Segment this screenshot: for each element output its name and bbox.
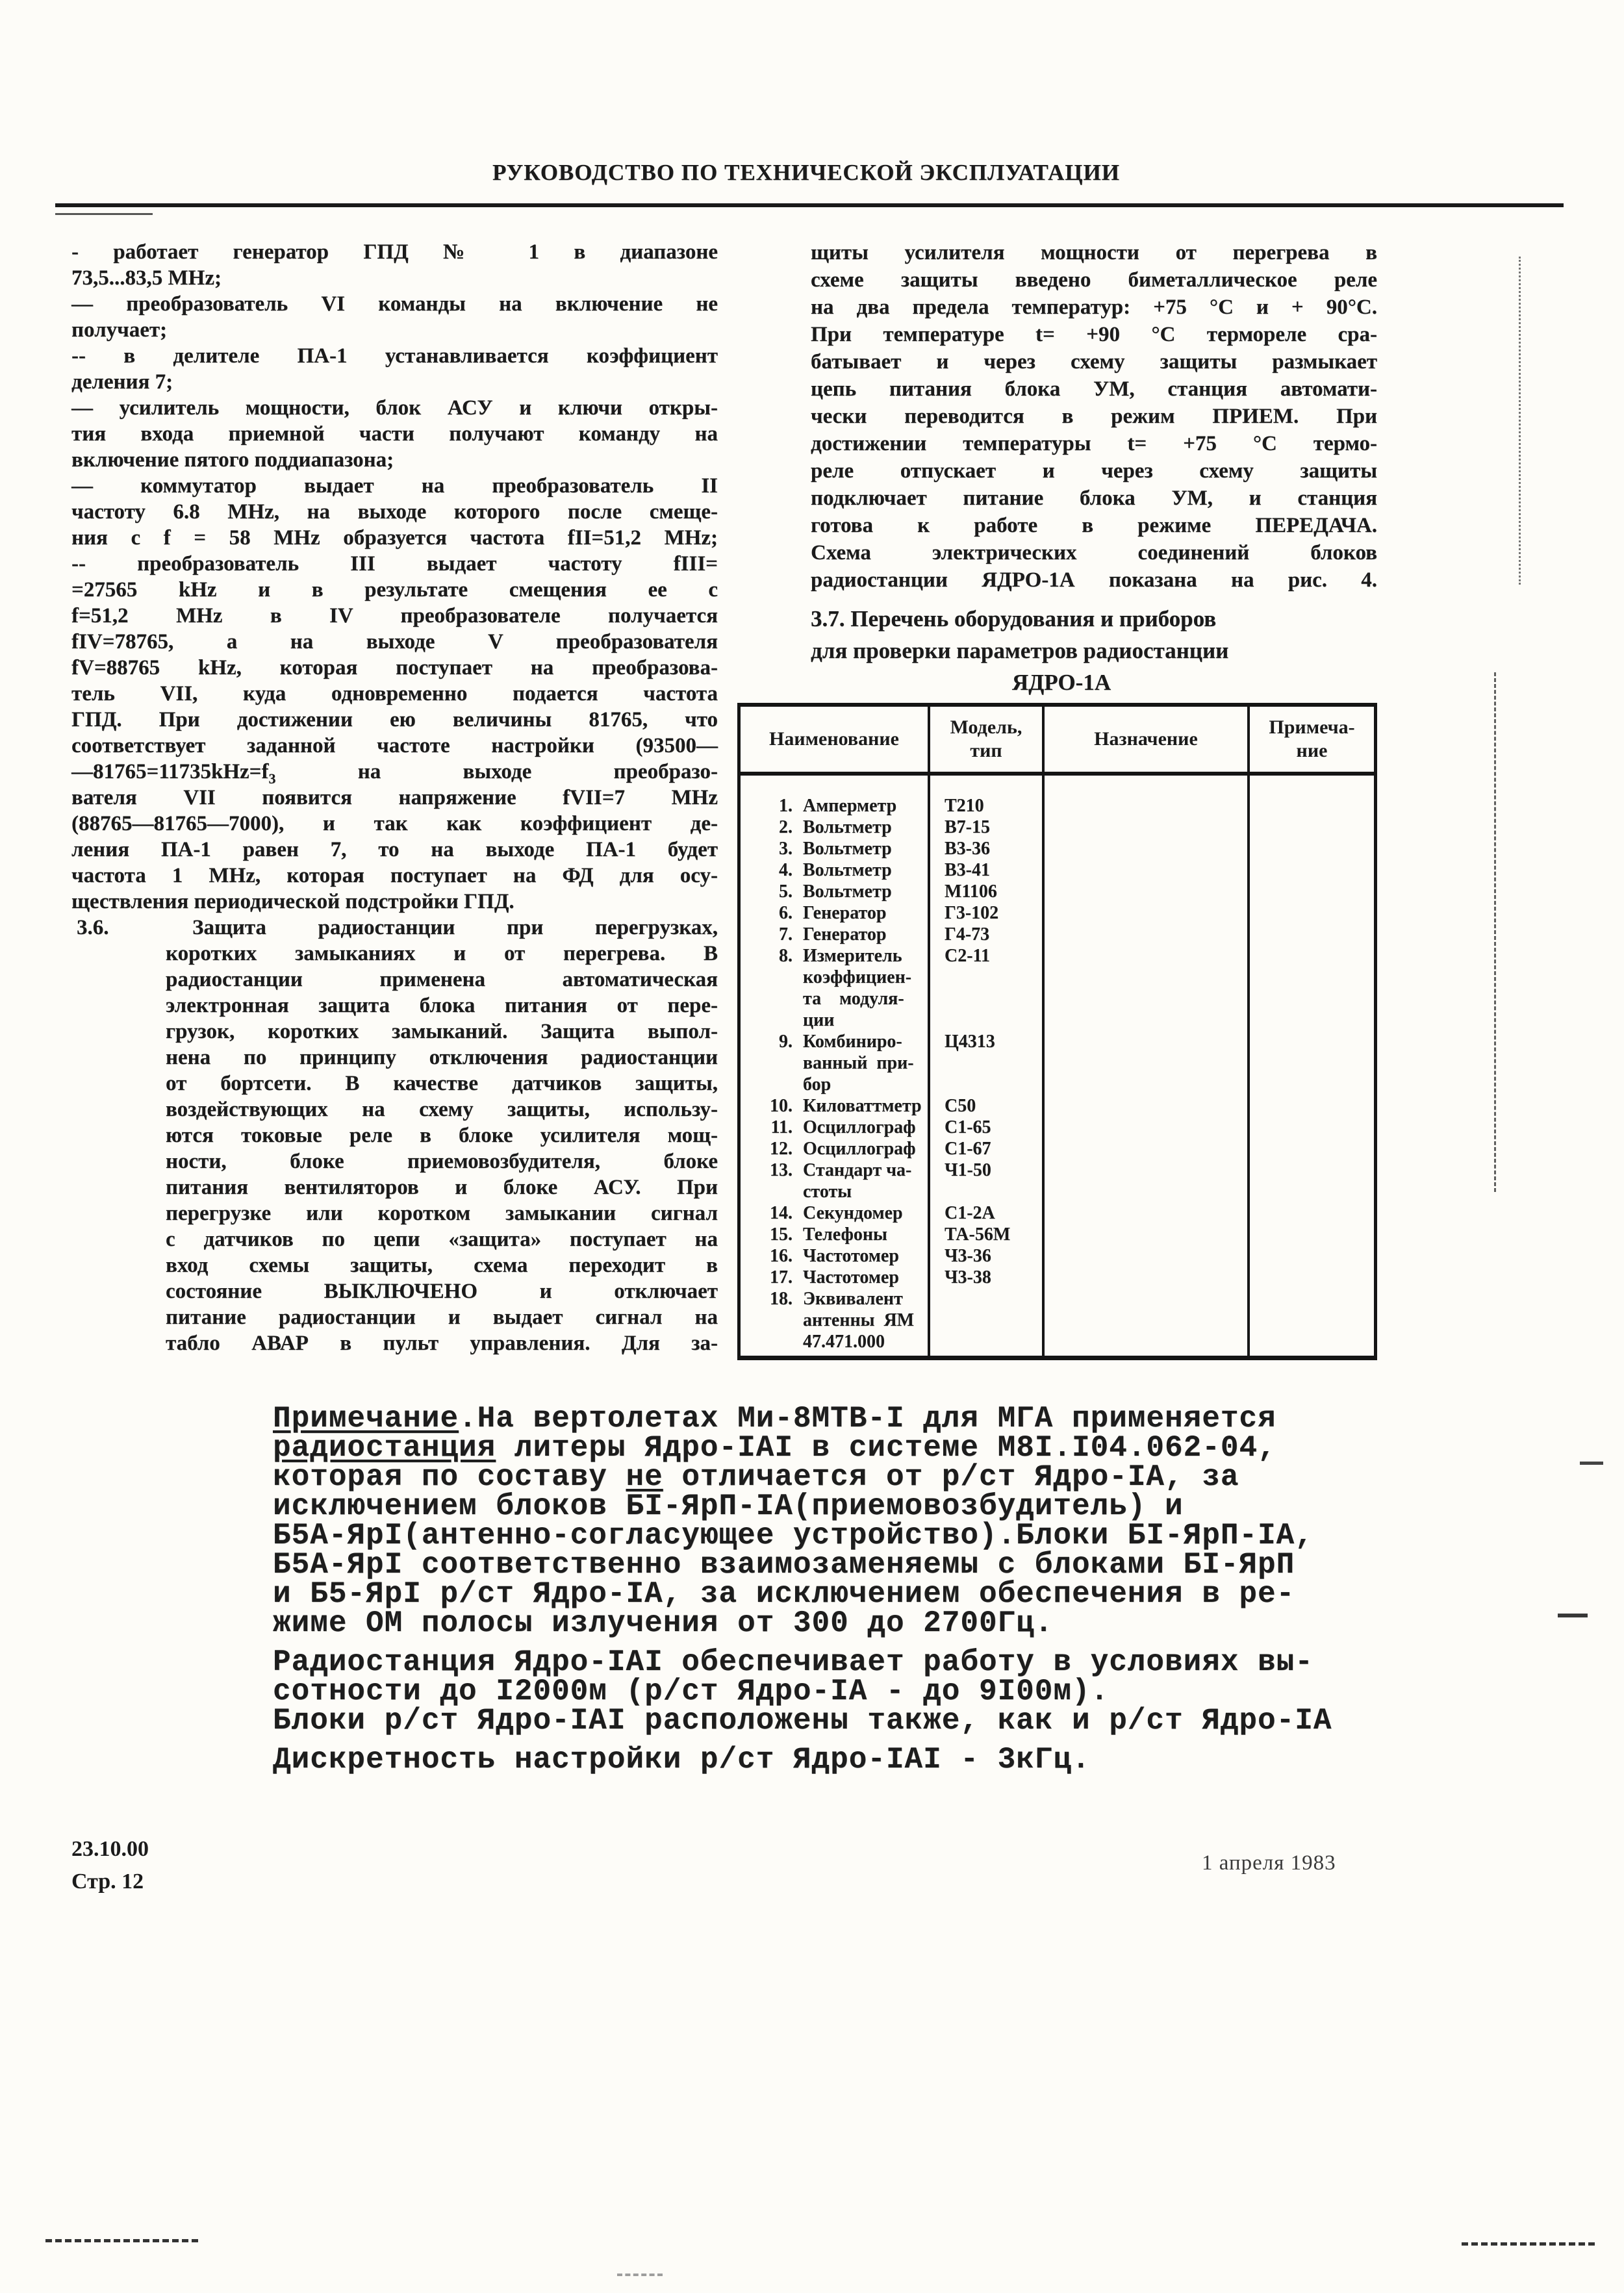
table-row [741, 795, 1374, 817]
row-number: 13. [770, 1160, 793, 1180]
equipment-name [803, 1159, 911, 1202]
scan-artifact-vertical-dots [1519, 257, 1521, 585]
table-row [741, 1117, 1374, 1138]
text-line: (88765—81765—7000), и так как коэффициент де- [71, 812, 718, 835]
equipment-table-header [741, 707, 1374, 776]
equipment-model-cell: Ч1-50 [930, 1159, 1045, 1202]
equipment-name [803, 795, 896, 817]
text-line: -- в делителе ПА-1 устанавливается коэффициент [71, 344, 718, 368]
text-line: батывает и через схему защиты размыкает [811, 350, 1377, 374]
equipment-model-cell: С1-2А [930, 1202, 1045, 1224]
note-line: сотности до I2000м (р/ст Ядро-IА - до 9I00м). [273, 1675, 1110, 1708]
text-line: — коммутатор выдает на преобразователь II [71, 474, 718, 498]
note-line: и Б5-ЯрI р/ст Ядро-IА, за исключением обеспечения в ре- [273, 1577, 1295, 1611]
equipment-name [803, 838, 892, 859]
equipment-model-cell: В3-36 [930, 838, 1045, 859]
equipment-purpose-cell [1045, 1095, 1250, 1117]
note-line [273, 1404, 1416, 1434]
text-line: частоту 6.8 MHz, на выходе которого после смеще- [71, 500, 718, 524]
table-row [741, 945, 1374, 1031]
col-header-remark-line1: Примеча- [1269, 716, 1355, 738]
equipment-purpose-cell [1045, 945, 1250, 1031]
text-line: Схема электрических соединений блоков [811, 541, 1377, 564]
text-line [71, 759, 718, 785]
equipment-remark-cell [1250, 1159, 1374, 1202]
equipment-remark-cell [1250, 1267, 1374, 1288]
equipment-name [803, 1224, 887, 1245]
note-line [273, 1460, 1416, 1494]
right-text-column [811, 239, 1377, 594]
text-segment: —81765=11735kHz=f [71, 760, 269, 783]
section-3-7-line2: для проверки параметров радиостанции [811, 638, 1229, 663]
equipment-purpose-cell [1045, 859, 1250, 881]
equipment-model-cell: Ч3-38 [930, 1267, 1045, 1288]
table-row [741, 1267, 1374, 1288]
equipment-name-line: Амперметр [803, 796, 897, 816]
equipment-remark-cell [1250, 859, 1374, 881]
equipment-name-cell [741, 817, 930, 838]
text-segment: литеры Ядро-IАI в системе М8I.I04.062-04, [496, 1431, 1276, 1465]
equipment-purpose-cell [1045, 881, 1250, 902]
text-segment: отличается от р/ст Ядро-IА, за [663, 1460, 1239, 1494]
equipment-name-cell [741, 1267, 930, 1288]
text-line: табло АВАР в пульт управления. Для за- [166, 1332, 718, 1355]
equipment-remark-cell [1250, 1095, 1374, 1117]
text-line: щиты усилителя мощности от перегрева в [811, 241, 1377, 264]
equipment-name-line: Осциллограф [803, 1139, 916, 1159]
equipment-name-line: Телефоны [803, 1224, 887, 1245]
equipment-name-line: 47.471.000 [803, 1332, 885, 1352]
col-header-remark [1250, 707, 1374, 772]
equipment-name-line: Генератор [803, 903, 887, 923]
text-line: нена по принципу отключения радиостанции [166, 1046, 718, 1069]
text-line: подключает питание блока УМ, и станция [811, 487, 1377, 510]
equipment-remark-cell [1250, 1202, 1374, 1224]
table-row [741, 1245, 1374, 1267]
equipment-remark-cell [1250, 817, 1374, 838]
table-row [741, 838, 1374, 859]
equipment-model-cell: Т210 [930, 795, 1045, 817]
row-number: 11. [770, 1117, 793, 1137]
row-number: 10. [770, 1096, 793, 1116]
text-line: — усилитель мощности, блок АСУ и ключи откры- [71, 396, 718, 420]
row-number: 17. [770, 1267, 793, 1287]
col-header-remark-line2: ние [1296, 740, 1328, 761]
text-line: чески переводится в режим ПРИЕМ. При [811, 405, 1377, 428]
typewritten-note [273, 1404, 1416, 1775]
table-row [741, 1202, 1374, 1224]
text-line: - работает генератор ГПД № 1 в диапазоне [71, 240, 718, 264]
text-segment: .На вертолетах Ми-8МТВ-I для МГА применяется [459, 1402, 1276, 1436]
row-number: 14. [770, 1203, 793, 1223]
text-line: ются токовые реле в блоке усилителя мощ- [166, 1124, 718, 1147]
equipment-name [803, 1202, 903, 1224]
equipment-name-cell [741, 859, 930, 881]
table-row [741, 881, 1374, 902]
equipment-name-line: Стандарт ча- [803, 1160, 912, 1180]
equipment-remark-cell [1250, 902, 1374, 924]
equipment-purpose-cell [1045, 924, 1250, 945]
equipment-name-cell [741, 902, 930, 924]
equipment-name-cell [741, 881, 930, 902]
equipment-name-line: Осциллограф [803, 1117, 916, 1137]
table-row [741, 902, 1374, 924]
row-number: 6. [779, 903, 793, 923]
equipment-remark-cell [1250, 1031, 1374, 1095]
footer-doc-code: 23.10.00 [71, 1837, 149, 1861]
scan-artifact-bottom-center-dashes [617, 2274, 663, 2276]
footer-page-number: Стр. 12 [71, 1869, 144, 1894]
equipment-purpose-cell [1045, 838, 1250, 859]
equipment-name [803, 1138, 916, 1159]
section-3-7-heading [811, 603, 1377, 698]
equipment-name-cell [741, 1202, 930, 1224]
equipment-name-cell [741, 1288, 930, 1352]
text-line: соответствует заданной частоте настройки (93500— [71, 734, 718, 757]
equipment-name-cell [741, 1138, 930, 1159]
table-row [741, 1224, 1374, 1245]
section-first-line: Защита радиостанции при перегрузках, [192, 916, 718, 939]
text-line: цепь питания блока УМ, станция автомати- [811, 377, 1377, 401]
equipment-name [803, 945, 911, 1031]
equipment-name [803, 1288, 914, 1352]
text-segment: 3 [268, 770, 276, 787]
equipment-name [803, 1267, 899, 1288]
note-line: исключением блоков БI-ЯрП-IА(приемовозбудитель) и [273, 1489, 1184, 1523]
col-header-name: Наименование [741, 707, 930, 772]
row-number: 3. [779, 839, 793, 859]
equipment-model-cell: С2-11 [930, 945, 1045, 1031]
equipment-name-line: Частотомер [803, 1246, 899, 1266]
text-line [71, 915, 718, 941]
row-number: 12. [770, 1139, 793, 1159]
text-line: схеме защиты введено биметаллическое реле [811, 268, 1377, 292]
equipment-purpose-cell [1045, 795, 1250, 817]
text-line: грузок, коротких замыканий. Защита выпол- [166, 1020, 718, 1043]
equipment-remark-cell [1250, 1224, 1374, 1245]
text-line: При температуре t= +90 °С термореле сра- [811, 323, 1377, 346]
text-line: питание радиостанции и выдает сигнал на [166, 1306, 718, 1329]
header-rule [55, 203, 1564, 207]
equipment-name-line: Киловаттметр [803, 1096, 922, 1116]
equipment-name [803, 881, 892, 902]
table-row [741, 1352, 1374, 1356]
equipment-name [803, 1031, 914, 1095]
text-line: коротких замыканиях и от перегрева. В [166, 942, 718, 965]
equipment-name-cell [741, 945, 930, 1031]
equipment-name-line: Комбиниро- [803, 1032, 902, 1052]
text-segment: которая по составу [273, 1460, 626, 1494]
col-header-model-line1: Модель, [950, 716, 1022, 738]
note-line: Дискретность настройки р/ст Ядро-IАI - 3кГц. [273, 1743, 1091, 1777]
footer-date: 1 апреля 1983 [1202, 1851, 1336, 1875]
note-line: Радиостанция Ядро-IАI обеспечивает работу в условиях вы- [273, 1645, 1313, 1679]
row-number: 5. [779, 881, 793, 902]
table-row [741, 1159, 1374, 1202]
text-line: fIV=78765, а на выходе V преобразователя [71, 630, 718, 653]
equipment-remark-cell [1250, 1138, 1374, 1159]
equipment-purpose-cell [1045, 1224, 1250, 1245]
equipment-purpose-cell [1045, 1031, 1250, 1095]
text-segment: на выходе преобразо- [275, 760, 718, 783]
header-rule-fragment [55, 213, 153, 215]
text-line: на два предела температур: +75 °С и + 90°С. [811, 296, 1377, 319]
equipment-name-cell [741, 1245, 930, 1267]
equipment-remark-cell [1250, 945, 1374, 1031]
scan-artifact-dash [1558, 1614, 1588, 1617]
equipment-name-cell [741, 924, 930, 945]
text-segment: не [626, 1460, 663, 1494]
text-line: — преобразователь VI команды на включение не [71, 292, 718, 316]
equipment-name [803, 902, 886, 924]
text-line: =27565 kHz и в результате смещения ее с [71, 578, 718, 602]
equipment-model-cell: С50 [930, 1095, 1045, 1117]
equipment-name [803, 1245, 899, 1267]
footer-left [71, 1833, 149, 1898]
text-line: питания вентиляторов и блоке АСУ. При [166, 1176, 718, 1199]
equipment-remark-cell [1250, 881, 1374, 902]
equipment-name-cell [741, 838, 930, 859]
equipment-model-cell: Г3-102 [930, 902, 1045, 924]
equipment-remark-cell [1250, 838, 1374, 859]
row-number: 1. [779, 796, 793, 816]
row-number: 2. [779, 817, 793, 837]
page-header-title: РУКОВОДСТВО ПО ТЕХНИЧЕСКОЙ ЭКСПЛУАТАЦИИ [492, 160, 1120, 185]
equipment-name-line: Частотомер [803, 1267, 899, 1287]
table-row [741, 1288, 1374, 1352]
text-line: реле отпускает и через схему защиты [811, 459, 1377, 483]
text-line: воздействующих на схему защиты, использу- [166, 1098, 718, 1121]
equipment-table [737, 703, 1377, 1360]
scan-artifact-bottom-right-dashes [1462, 2242, 1595, 2246]
equipment-purpose-cell [1045, 1159, 1250, 1202]
equipment-name-line: Вольтметр [803, 881, 892, 902]
row-number: 9. [779, 1032, 793, 1052]
section-3-7-line3: ЯДРО-1А [1011, 670, 1111, 695]
equipment-name [803, 859, 892, 881]
equipment-name-line: коэффициен- [803, 967, 912, 987]
note-line: жиме ОМ полосы излучения от 300 до 2700Гц. [273, 1606, 1054, 1640]
note-line: Б5А-ЯрI(антенно-согласующее устройство).Блоки БI-ЯрП-IА, [273, 1519, 1313, 1552]
table-row [741, 924, 1374, 945]
equipment-purpose-cell [1045, 1288, 1250, 1352]
text-line: ществления периодической подстройки ГПД. [71, 890, 514, 913]
col-header-model-line2: тип [970, 740, 1002, 761]
text-line: ГПД. При достижении ею величины 81765, что [71, 708, 718, 731]
text-line: с датчиков по цепи «защита» поступает на [166, 1228, 718, 1251]
equipment-name-line: Измеритель [803, 946, 902, 966]
text-line: состояние ВЫКЛЮЧЕНО и отключает [166, 1280, 718, 1303]
equipment-name-line: антенны ЯМ [803, 1310, 915, 1330]
equipment-table-body [741, 776, 1374, 1356]
text-line: -- преобразователь III выдает частоту fIII= [71, 552, 718, 576]
text-line: вателя VII появится напряжение fVII=7 MHz [71, 786, 718, 809]
text-line: тия входа приемной части получают команду на [71, 422, 718, 446]
equipment-name [803, 1095, 922, 1117]
equipment-name-line: ции [803, 1010, 835, 1030]
note-line: Блоки р/ст Ядро-IАI расположены также, как и р/ст Ядро-IА [273, 1704, 1332, 1738]
note-line: Б5А-ЯрI соответственно взаимозаменяемы с блоками БI-ЯрП [273, 1548, 1295, 1582]
text-line: вход схемы защиты, схема переходит в [166, 1254, 718, 1277]
text-line: радиостанции ЯДРО-1А показана на рис. 4. [811, 568, 1377, 592]
equipment-purpose-cell [1045, 1245, 1250, 1267]
equipment-name-line: та модуля- [803, 989, 904, 1009]
equipment-name-line: Эквивалент [803, 1289, 903, 1309]
equipment-model-cell: Ц4313 [930, 1031, 1045, 1095]
text-line: тель VII, куда одновременно подается частота [71, 682, 718, 705]
row-number: 16. [770, 1246, 793, 1266]
equipment-remark-cell [1250, 924, 1374, 945]
row-number: 7. [779, 924, 793, 944]
table-row [741, 1031, 1374, 1095]
equipment-name-cell [741, 1159, 930, 1202]
text-line: f=51,2 MHz в IV преобразователе получается [71, 604, 718, 627]
text-line: радиостанции применена автоматическая [166, 968, 718, 991]
scan-artifact-bottom-left-dashes [45, 2239, 198, 2242]
equipment-remark-cell [1250, 1117, 1374, 1138]
equipment-name-line: Секундомер [803, 1203, 903, 1223]
col-header-purpose: Назначение [1045, 707, 1250, 772]
table-row [741, 776, 1374, 795]
text-line: от бортсети. В качестве датчиков защиты, [166, 1072, 718, 1095]
equipment-name-line: стоты [803, 1182, 852, 1202]
equipment-model-cell: Ч3-36 [930, 1245, 1045, 1267]
row-number: 18. [770, 1289, 793, 1309]
equipment-name-cell [741, 1031, 930, 1095]
equipment-name [803, 924, 886, 945]
equipment-model-cell: Г4-73 [930, 924, 1045, 945]
equipment-name [803, 817, 892, 838]
text-line: получает; [71, 318, 168, 342]
text-line: ния с f = 58 MHz образуется частота fII=51,2 MHz; [71, 526, 718, 550]
equipment-name [803, 1117, 916, 1138]
equipment-name-line: Вольтметр [803, 817, 892, 837]
table-row [741, 1138, 1374, 1159]
equipment-name-line: бор [803, 1074, 831, 1095]
text-line: ления ПА-1 равен 7, то на выходе ПА-1 будет [71, 838, 718, 861]
text-line: частота 1 MHz, которая поступает на ФД для осу- [71, 864, 718, 887]
col-header-model [930, 707, 1045, 772]
table-row [741, 1095, 1374, 1117]
equipment-purpose-cell [1045, 902, 1250, 924]
section-number: 3.6. [77, 916, 109, 939]
equipment-purpose-cell [1045, 1117, 1250, 1138]
equipment-purpose-cell [1045, 1138, 1250, 1159]
text-segment: Примечание [273, 1402, 459, 1436]
note-line [273, 1431, 1416, 1465]
text-line: достижении температуры t= +75 °С термо- [811, 432, 1377, 455]
text-line: ности, блоке приемовозбудителя, блоке [166, 1150, 718, 1173]
row-number: 15. [770, 1224, 793, 1245]
left-text-column [71, 239, 718, 1356]
equipment-model-cell: С1-65 [930, 1117, 1045, 1138]
table-row [741, 859, 1374, 881]
equipment-name-cell [741, 1117, 930, 1138]
equipment-model-cell: В7-15 [930, 817, 1045, 838]
equipment-name-line: ванный при- [803, 1053, 914, 1073]
equipment-name-cell [741, 1095, 930, 1117]
text-line: готова к работе в режиме ПЕРЕДАЧА. [811, 514, 1377, 537]
equipment-name-line: Вольтметр [803, 839, 892, 859]
equipment-model-cell: В3-41 [930, 859, 1045, 881]
scan-artifact-vertical-line [1494, 672, 1496, 1192]
equipment-model-cell: ТА-56М [930, 1224, 1045, 1245]
equipment-name-cell [741, 795, 930, 817]
text-segment: радиостанция [273, 1431, 496, 1465]
text-line: электронная защита блока питания от пере- [166, 994, 718, 1017]
text-line: деления 7; [71, 370, 173, 394]
equipment-name-line: Генератор [803, 924, 887, 944]
scan-artifact-dash [1580, 1462, 1603, 1465]
text-line: fV=88765 kHz, которая поступает на преобразова- [71, 656, 718, 679]
equipment-remark-cell [1250, 795, 1374, 817]
equipment-model-cell: М1106 [930, 881, 1045, 902]
table-row [741, 817, 1374, 838]
row-number: 8. [779, 946, 793, 966]
equipment-purpose-cell [1045, 1202, 1250, 1224]
equipment-remark-cell [1250, 1245, 1374, 1267]
equipment-name-line: Вольтметр [803, 860, 892, 880]
equipment-purpose-cell [1045, 1267, 1250, 1288]
equipment-remark-cell [1250, 1288, 1374, 1352]
equipment-model-cell [930, 1288, 1045, 1352]
equipment-model-cell: С1-67 [930, 1138, 1045, 1159]
text-line: перегрузке или коротком замыкании сигнал [166, 1202, 718, 1225]
equipment-purpose-cell [1045, 817, 1250, 838]
text-line: включение пятого поддиапазона; [71, 448, 394, 472]
text-line: 73,5...83,5 MHz; [71, 266, 222, 290]
row-number: 4. [779, 860, 793, 880]
section-3-7-line1: 3.7. Перечень оборудования и приборов [811, 606, 1217, 631]
equipment-name-cell [741, 1224, 930, 1245]
